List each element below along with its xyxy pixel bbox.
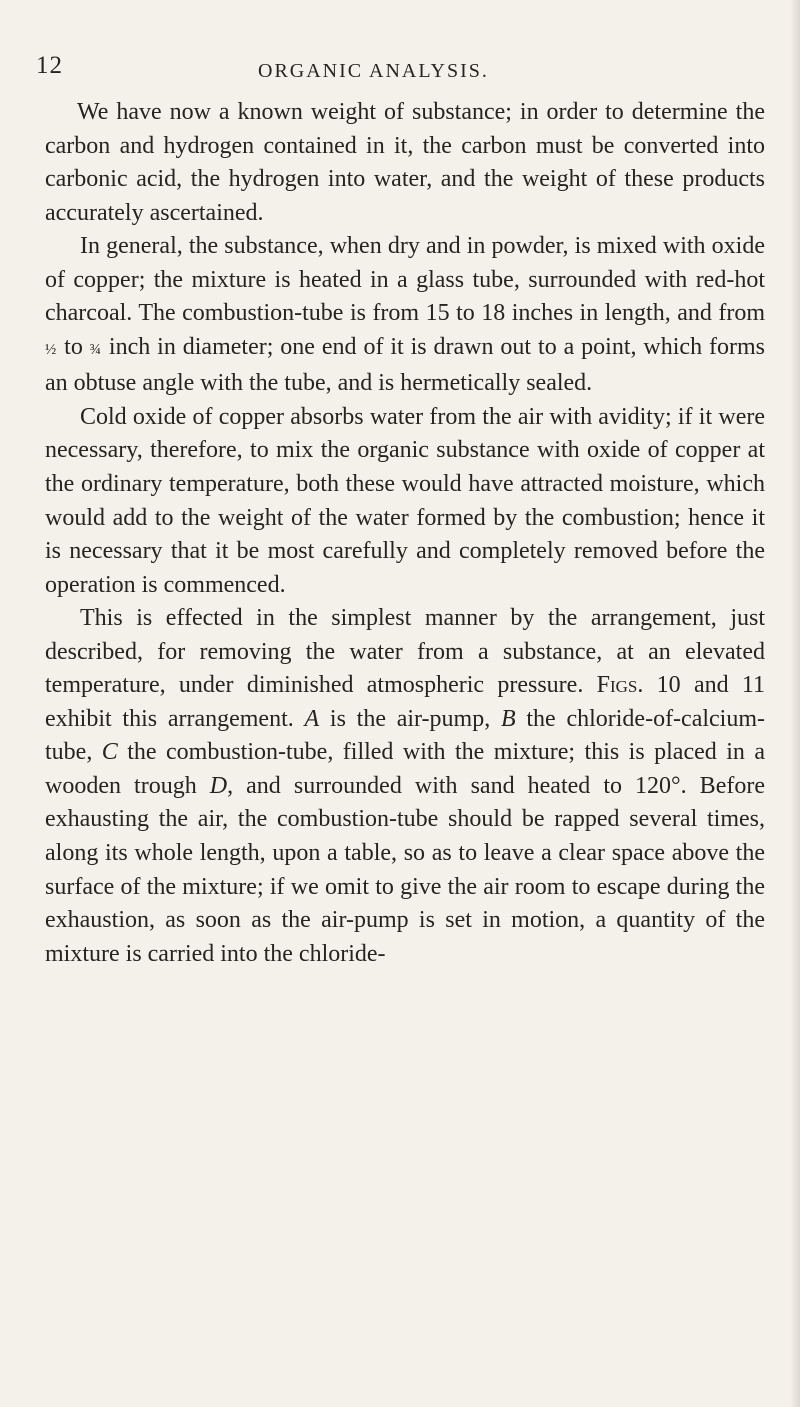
paragraph-2-text-a: In general, the substance, when dry and in powder, is mixed with oxide of copper; the mixture is heated in a glass tube, surrounded with red-hot charcoal. The combustion-tube is from 15 to 18 inches in length, and from xyxy=(45,233,765,327)
paragraph-2 xyxy=(45,230,765,401)
paragraph-3-text: Cold oxide of copper absorbs water from the air with avidity; if it were necessary, therefore, to mix the organic substance with oxide of copper at the ordinary temperature, both these would have attracted moisture, which would add to the weight of the water formed by the combustion; hence it is necessary that it be most carefully and completely removed before the operation is commenced. xyxy=(45,403,765,598)
paragraph-3 xyxy=(45,401,765,602)
paragraph-4 xyxy=(45,602,765,971)
page-edge-shadow xyxy=(790,0,800,1407)
page-number: 12 xyxy=(36,52,63,79)
label-d: D xyxy=(209,772,228,799)
paragraph-4-text-c: is the air-pump, xyxy=(319,705,501,732)
paragraph-4-text-d: the chloride-of-calcium-tube, xyxy=(45,705,766,766)
paragraph-4-text-a: This is effected in the simplest manner by the arrangement, just described, for removing the water from a substance, at an elevated temperature, under diminished atmospheric pressure. xyxy=(45,605,765,699)
label-c: C xyxy=(101,739,118,766)
paragraph-1 xyxy=(45,96,765,230)
paragraph-4-text-f: , and surrounded with sand heated to 120°. Before exhausting the air, the combustion-tube should be rapped several times, along its whole length, upon a table, so as to leave a clear space above the surface of the mixture; if we omit to give the air room to escape during the exhaustion, as soon as the air-pump is set in motion, a quantity of the mixture is carried into the chloride- xyxy=(45,772,765,967)
figs-reference: Figs. xyxy=(596,672,644,699)
paragraph-1-text: We have now a known weight of substance; in order to determine the carbon and hydrogen contained in it, the carbon must be converted into carbonic acid, the hydrogen into water, and the weight of these products accurately ascertained. xyxy=(45,99,765,226)
paragraph-4-text-e: the combustion-tube, filled with the mixture; this is placed in a wooden trough xyxy=(45,739,765,799)
fraction-three-quarters: ¾ xyxy=(89,341,103,358)
page-header xyxy=(36,52,756,92)
paragraph-2-text-b: to xyxy=(57,333,90,360)
paragraph-4-text-b: 10 and 11 exhibit this arrangement. xyxy=(45,672,766,732)
label-b: B xyxy=(500,705,516,732)
paragraph-2-text-c: inch in diameter; one end of it is drawn out to a point, which forms an obtuse angle with the tube, and is hermetically sealed. xyxy=(45,333,765,397)
fraction-half: ½ xyxy=(45,341,58,358)
running-head: ORGANIC ANALYSIS. xyxy=(258,60,489,82)
label-a: A xyxy=(304,705,320,732)
body-text xyxy=(45,96,765,971)
